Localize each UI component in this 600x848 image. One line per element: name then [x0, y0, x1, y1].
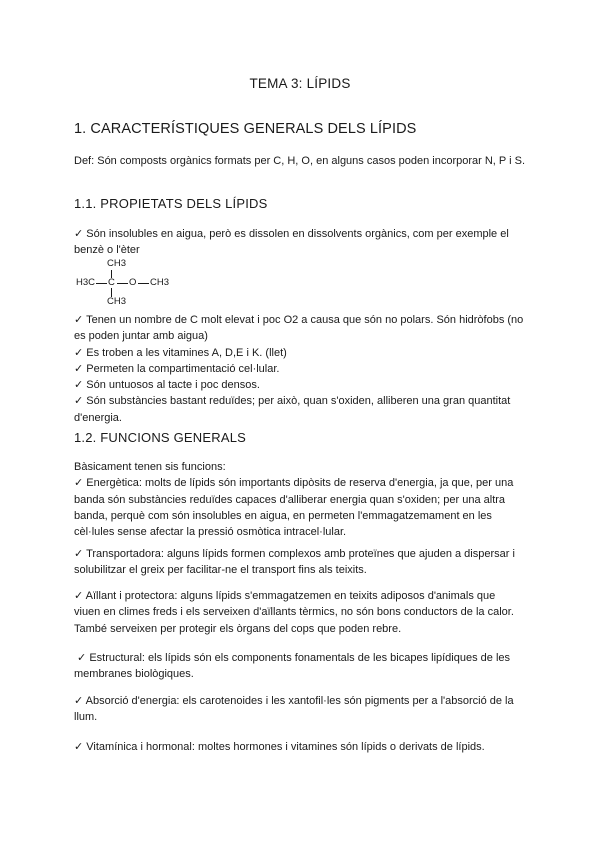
formula-left-h3c: H3C [76, 277, 96, 288]
text-line: ✓ Tenen un nombre de C molt elevat i poc O2 a causa que són no polars. Són hidròfobs (no [74, 314, 524, 326]
text-line: cèl·lules sense afectar la pressió osmòtica intracel·lular. [74, 526, 347, 539]
text-line: ✓ Vitamínica i hormonal: moltes hormones i vitamines són lípids o derivats de lípids. [74, 741, 485, 753]
text-line: llum. [74, 711, 98, 724]
ether-structural-formula [74, 256, 194, 312]
page-title: TEMA 3: LÍPIDS [249, 76, 351, 91]
text-line: solubilitzar el greix per facilitar-ne el transport fins als teixits. [74, 564, 367, 577]
text-line: banda són substàncies reduïdes capaces d'alliberar energia quan s'oxiden; per una altra [74, 493, 506, 506]
text-line: Bàsicament tenen sis funcions: [74, 461, 226, 473]
text-line: ✓ Transportadora: alguns lípids formen complexos amb proteïnes que ajuden a dispersar i [74, 548, 515, 560]
text-line: ✓ Energètica: molts de lípids són importants dipòsits de reserva d'energia, ja que, per una [74, 477, 514, 490]
definition-paragraph [74, 153, 534, 169]
formula-oxygen: O [129, 277, 137, 288]
text-line: es poden juntar amb aigua) [74, 330, 208, 343]
text-line: benzè o l'èter [74, 244, 140, 257]
property-solubility [74, 226, 534, 259]
text-line: ✓ Són insolubles en aigua, però es dissolen en dissolvents orgànics, com per exemple el [74, 228, 509, 240]
formula-top-ch3: CH3 [107, 258, 127, 269]
function-absorcio [74, 693, 534, 726]
section-1-2-heading: 1.2. FUNCIONS GENERALS [74, 430, 246, 445]
definition-line: Def: Són composts orgànics formats per C, H, O, en alguns casos poden incorporar N, P i S. [74, 155, 526, 167]
bond-c-o [117, 283, 128, 284]
section-1-heading: 1. CARACTERÍSTIQUES GENERALS DELS LÍPIDS [74, 121, 417, 137]
text-line: d'energia. [74, 411, 122, 424]
bond-left [96, 283, 107, 284]
text-line: ✓ Permeten la compartimentació cel·lular. [74, 362, 280, 375]
function-aillant [74, 588, 534, 637]
function-energetica [74, 459, 534, 540]
formula-center-carbon: C [108, 277, 115, 288]
text-line: ✓ Aïllant i protectora: alguns lípids s'emmagatzemen en teixits adiposos d'animals que [74, 590, 496, 602]
function-estructural [74, 650, 534, 683]
formula-bottom-ch3: CH3 [107, 296, 127, 307]
text-line: banda, perquè com són insolubles en aigua, en permeten l'emmagatzemament en les [74, 509, 492, 522]
property-list [74, 312, 534, 426]
text-line: viuen en climes freds i els serveixen d'aïllants tèrmics, no són bons conductors de la calor. [74, 606, 514, 619]
text-line: membranes biològiques. [74, 668, 194, 681]
text-line: ✓ Estructural: els lípids són els components fonamentals de les bicapes lipídiques de les [74, 652, 511, 664]
formula-right-ch3: CH3 [150, 277, 170, 288]
text-line: També serveixen per protegir els òrgans del cops que poden rebre. [74, 622, 402, 635]
text-line: ✓ Absorció d'energia: els carotenoides i les xantofil·les són pigments per a l'absorció de la [74, 695, 514, 707]
text-line: ✓ Són substàncies bastant reduïdes; per això, quan s'oxiden, alliberen una gran quantitat [74, 395, 511, 408]
bond-o-right [138, 283, 149, 284]
section-1-1-heading: 1.1. PROPIETATS DELS LÍPIDS [74, 196, 268, 211]
text-line: ✓ Són untuosos al tacte i poc densos. [74, 379, 260, 392]
function-vitaminica [74, 739, 534, 755]
function-transportadora [74, 546, 534, 579]
text-line: ✓ Es troben a les vitamines A, D,E i K. (llet) [74, 346, 287, 359]
